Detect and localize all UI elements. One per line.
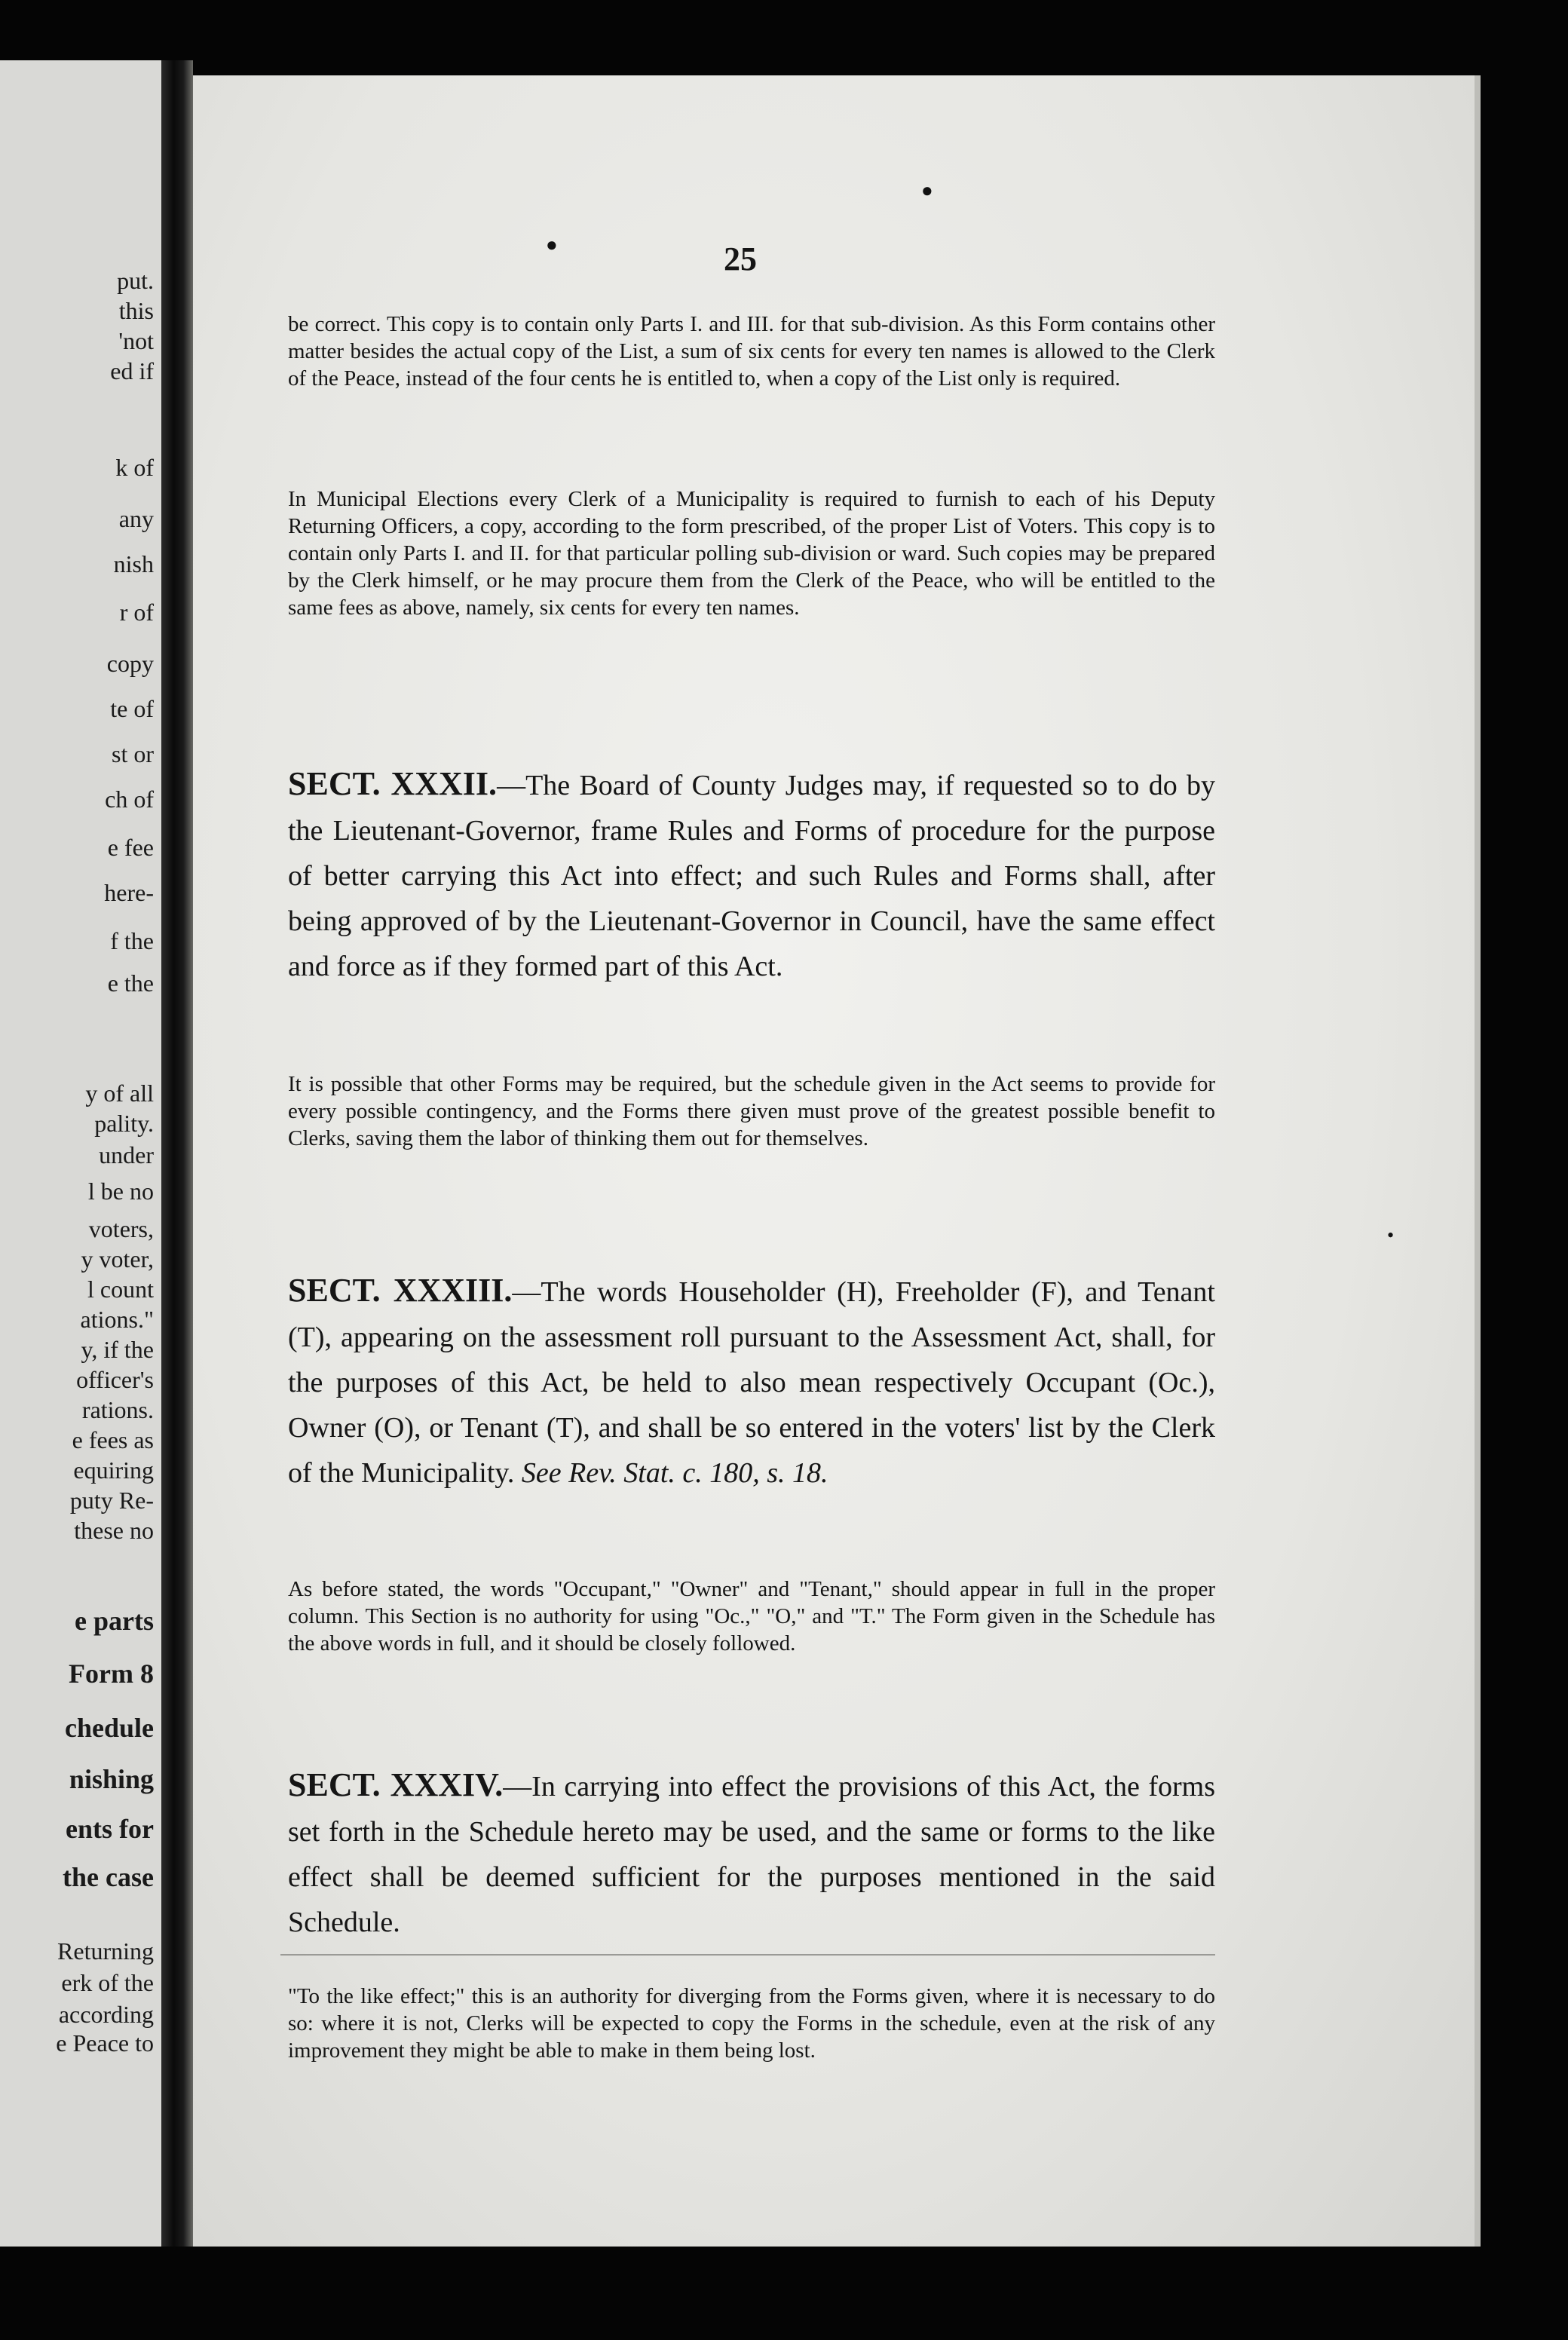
left-page-line: l count bbox=[87, 1276, 154, 1303]
left-page-line: officer's bbox=[76, 1366, 154, 1393]
section-xxxii-body: —The Board of County Judges may, if requested so to do by the Lieutenant-Governor, frame Rules and Forms of procedure for the purpose of better carrying this Act into effect; and such Rules and Forms shall, after being approved of by the Lieutenant-Governor in Council, have the same effect and force as if they formed part of this Act. bbox=[288, 770, 1215, 982]
left-page-line: put. bbox=[117, 267, 154, 294]
section-xxxii-heading: SECT. XXXII. bbox=[288, 765, 498, 802]
speck-mark: ● bbox=[921, 179, 933, 201]
left-page-line: ed if bbox=[110, 357, 154, 384]
left-page-line: here- bbox=[104, 879, 154, 906]
left-page-line: any bbox=[118, 505, 154, 532]
left-page-line: y, if the bbox=[81, 1336, 154, 1363]
section-xxxiv-body: —In carrying into effect the provisions of this Act, the forms set forth in the Schedule hereto may be used, and the same or forms to the like effect shall be deemed sufficient for the purposes mentioned in the said Schedule. bbox=[288, 1771, 1215, 1938]
left-page-line: voters, bbox=[88, 1215, 154, 1242]
left-page-line: according bbox=[58, 2001, 154, 2028]
left-page-line: e parts bbox=[75, 1606, 154, 1636]
left-page-line: equiring bbox=[73, 1456, 154, 1484]
left-page-line: nishing bbox=[69, 1764, 154, 1794]
note-other-forms: It is possible that other Forms may be required, but the schedule given in the Act seems to provide for every possible contingency, and the Forms there given must prove of the greatest possible benefit to Clerks, saving them the labor of thinking them out for themselves. bbox=[288, 1072, 1215, 1150]
note-like-effect: "To the like effect;" this is an authority for diverging from the Forms given, where it is necessary to do so: where it is not, Clerks will be expected to copy the Forms in the schedule, even at the risk of any improvement they might be able to make in them being lost. bbox=[288, 1984, 1215, 2063]
left-page-line: ents for bbox=[66, 1814, 154, 1844]
left-page-line: copy bbox=[106, 650, 154, 677]
left-page-line: e Peace to bbox=[56, 2029, 154, 2057]
left-page-line: e fee bbox=[107, 834, 154, 861]
page-gutter bbox=[161, 60, 193, 2247]
left-page-line: these no bbox=[74, 1517, 154, 1544]
left-page-line: rations. bbox=[81, 1396, 154, 1423]
section-xxxiii bbox=[288, 1268, 1215, 1496]
left-page-line: pality. bbox=[94, 1110, 154, 1137]
left-page-line: ch of bbox=[105, 786, 154, 813]
left-page-line: k of bbox=[115, 454, 154, 481]
section-xxxiv bbox=[288, 1763, 1215, 1945]
section-xxxiii-heading: SECT. XXXIII. bbox=[288, 1272, 513, 1309]
page-number: 25 bbox=[724, 240, 757, 277]
left-page-line: Form 8 bbox=[69, 1659, 154, 1689]
left-page-line: nish bbox=[113, 550, 154, 577]
left-page-line: e the bbox=[107, 969, 154, 997]
left-page-line: chedule bbox=[64, 1713, 154, 1743]
left-page-line: y of all bbox=[85, 1080, 154, 1107]
left-page-line: ations." bbox=[80, 1306, 154, 1333]
left-page-line: st or bbox=[112, 740, 154, 767]
left-page-fragment bbox=[0, 60, 161, 2247]
left-page-line: erk of the bbox=[61, 1969, 154, 1996]
left-page-line: the case bbox=[63, 1862, 154, 1892]
left-page-line: under bbox=[99, 1141, 154, 1168]
left-page-line: e fees as bbox=[72, 1426, 154, 1453]
left-page-line: l be no bbox=[87, 1178, 154, 1205]
section-divider bbox=[280, 1954, 1215, 1956]
left-page-line: te of bbox=[110, 695, 154, 722]
section-xxxiv-heading: SECT. XXXIV. bbox=[288, 1766, 504, 1803]
section-xxxiii-body: —The words Householder (H), Freeholder (F), and Tenant (T), appearing on the assessment roll pursuant to the Assessment Act, shall, for the purposes of this Act, be held to also mean respectively Occupant (Oc.), Owner (O), or Tenant (T), and shall be so entered in the voters' list by the Clerk of the Municipality. bbox=[288, 1276, 1215, 1489]
note-municipal-elections: In Municipal Elections every Clerk of a Municipality is required to furnish to each of his Deputy Returning Officers, a copy, according to the form prescribed, of the proper List of Voters. This copy is to contain only Parts I. and II. for that particular polling sub-division or ward. Such copies may be prepared by the Clerk himself, or he may procure them from the Clerk of the Peace, who will be entitled to the same fees as above, namely, six cents for every ten names. bbox=[288, 487, 1215, 620]
speck-mark: • bbox=[1387, 1224, 1395, 1246]
left-page-line: f the bbox=[110, 927, 154, 954]
left-page-line: y voter, bbox=[81, 1245, 154, 1273]
speck-mark: ● bbox=[546, 234, 558, 256]
note-copy-fees: be correct. This copy is to contain only Parts I. and III. for that sub-division. As this Form contains other matter besides the actual copy of the List, a sum of six cents for every ten names is allowed to the Clerk of the Peace, instead of the four cents he is entitled to, when a copy of the List only is required. bbox=[288, 312, 1215, 391]
note-occupant-owner-tenant: As before stated, the words "Occupant," "Owner" and "Tenant," should appear in full in the proper column. This Section is no authority for using "Oc.," "O," and "T." The Form given in the Schedule has the above words in full, and it should be closely followed. bbox=[288, 1577, 1215, 1655]
left-page-line: puty Re- bbox=[69, 1487, 154, 1514]
left-page-line: r of bbox=[119, 599, 154, 626]
page-edge bbox=[1475, 75, 1481, 2247]
left-page-line: Returning bbox=[57, 1937, 154, 1965]
left-page-line: this bbox=[118, 297, 154, 324]
section-xxxii bbox=[288, 761, 1215, 989]
left-page-line: 'not bbox=[118, 327, 154, 354]
section-xxxiii-citation: See Rev. Stat. c. 180, s. 18. bbox=[521, 1457, 828, 1489]
